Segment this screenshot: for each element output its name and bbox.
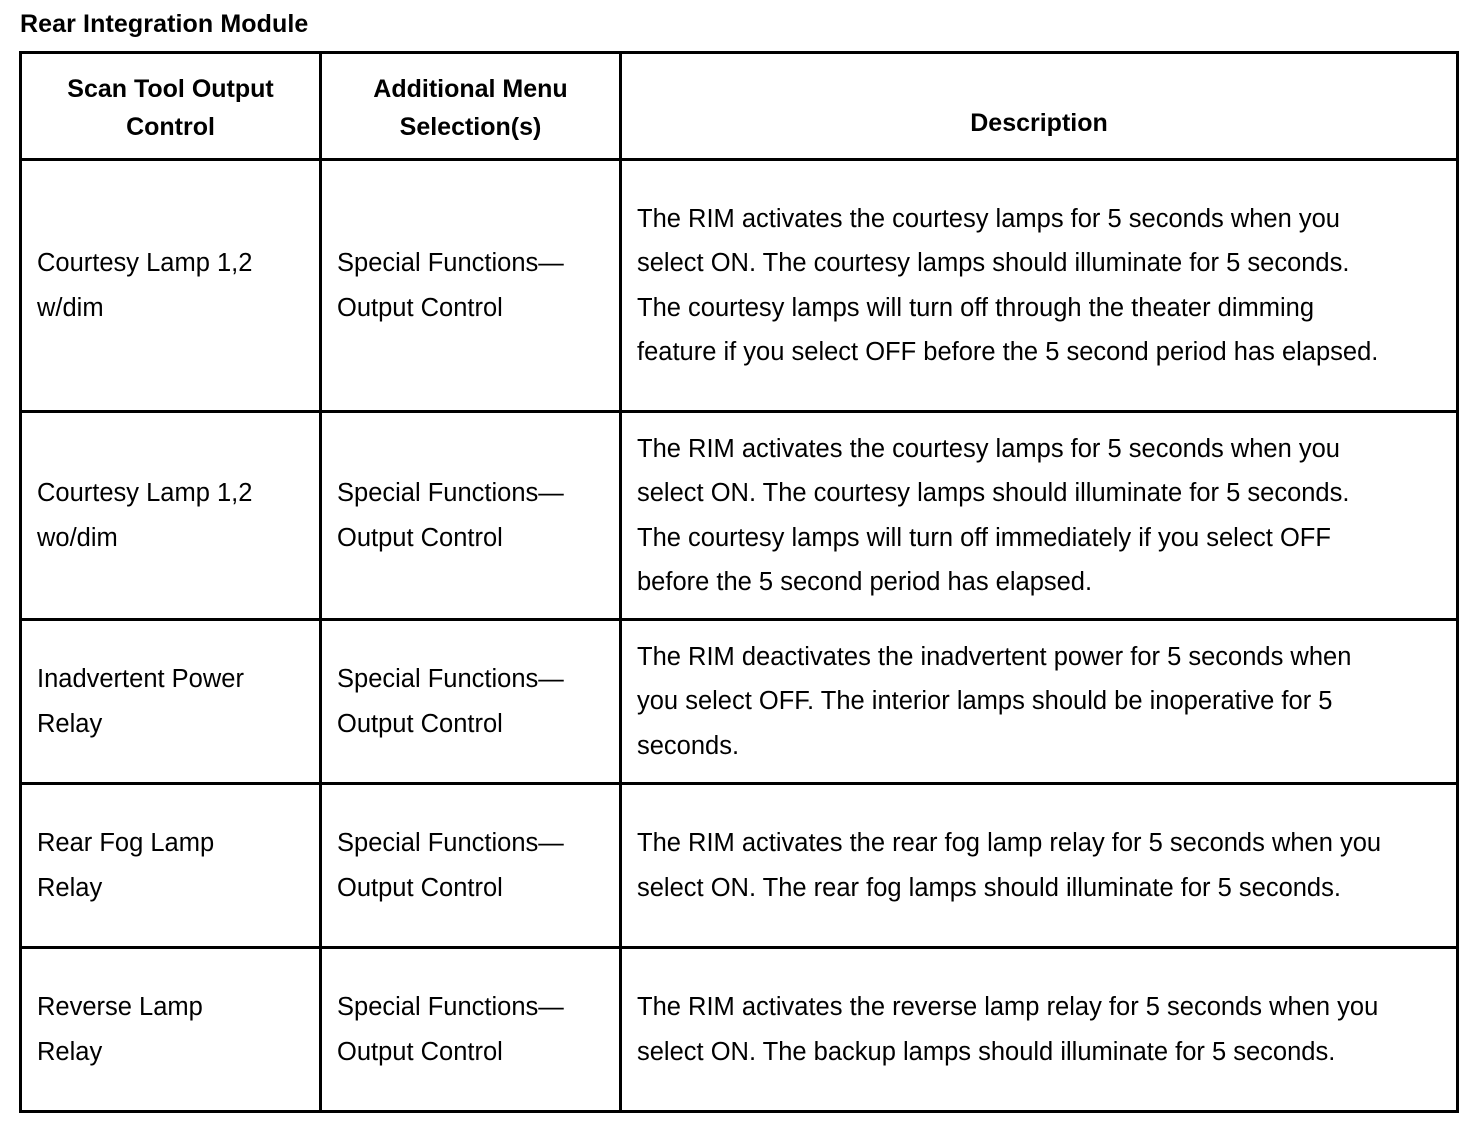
table-header <box>21 53 1458 160</box>
description-text: The RIM deactivates the inadvertent power for 5 seconds when you select OFF. The interior lamps should be inoperative for 5 seconds. <box>637 642 1352 760</box>
output-control-cell <box>21 160 321 412</box>
output-control-cell <box>21 948 321 1112</box>
output-control-cell <box>21 784 321 948</box>
output-control-name: Reverse Lamp Relay <box>37 993 203 1066</box>
description-cell <box>621 620 1458 784</box>
output-control-name: Inadvertent Power Relay <box>37 665 244 738</box>
menu-selection-cell <box>321 948 621 1112</box>
table-row <box>21 784 1458 948</box>
output-control-cell <box>21 412 321 620</box>
table-row <box>21 160 1458 412</box>
table-row <box>21 412 1458 620</box>
description-cell <box>621 784 1458 948</box>
menu-selection-text: Special Functions—Output Control <box>337 249 564 322</box>
output-control-table <box>19 51 1459 1113</box>
table-row <box>21 948 1458 1112</box>
menu-selection-cell <box>321 160 621 412</box>
menu-selection-cell <box>321 784 621 948</box>
header-row <box>21 53 1458 160</box>
menu-selection-text: Special Functions—Output Control <box>337 993 564 1066</box>
column-header-description: Description <box>621 53 1458 160</box>
menu-selection-cell <box>321 620 621 784</box>
menu-selection-text: Special Functions—Output Control <box>337 665 564 738</box>
description-cell <box>621 412 1458 620</box>
output-control-name: Rear Fog Lamp Relay <box>37 829 215 902</box>
table-body <box>21 160 1458 1112</box>
output-control-name: Courtesy Lamp 1,2 wo/dim <box>37 479 253 552</box>
menu-selection-text: Special Functions—Output Control <box>337 829 564 902</box>
description-text: The RIM activates the reverse lamp relay for 5 seconds when you select ON. The backup lamps should illuminate for 5 seconds. <box>637 993 1379 1066</box>
page-title: Rear Integration Module <box>20 10 309 38</box>
menu-selection-cell <box>321 412 621 620</box>
column-header-output-control: Scan Tool Output Control <box>21 53 321 160</box>
output-control-cell <box>21 620 321 784</box>
table-row <box>21 620 1458 784</box>
menu-selection-text: Special Functions—Output Control <box>337 479 564 552</box>
description-text: The RIM activates the courtesy lamps for 5 seconds when you select ON. The courtesy lamps should illuminate for 5 seconds. The courtesy lamps will turn off immediately if you select OFF before the 5 second period has elapsed. <box>637 434 1350 596</box>
description-text: The RIM activates the rear fog lamp relay for 5 seconds when you select ON. The rear fog lamps should illuminate for 5 seconds. <box>637 829 1382 902</box>
column-header-menu-selection: Additional Menu Selection(s) <box>321 53 621 160</box>
description-cell <box>621 948 1458 1112</box>
description-cell <box>621 160 1458 412</box>
description-text: The RIM activates the courtesy lamps for 5 seconds when you select ON. The courtesy lamps should illuminate for 5 seconds. The courtesy lamps will turn off through the theater dimming feature if you select OFF before the 5 second period has elapsed. <box>637 204 1379 366</box>
output-control-name: Courtesy Lamp 1,2 w/dim <box>37 249 253 322</box>
